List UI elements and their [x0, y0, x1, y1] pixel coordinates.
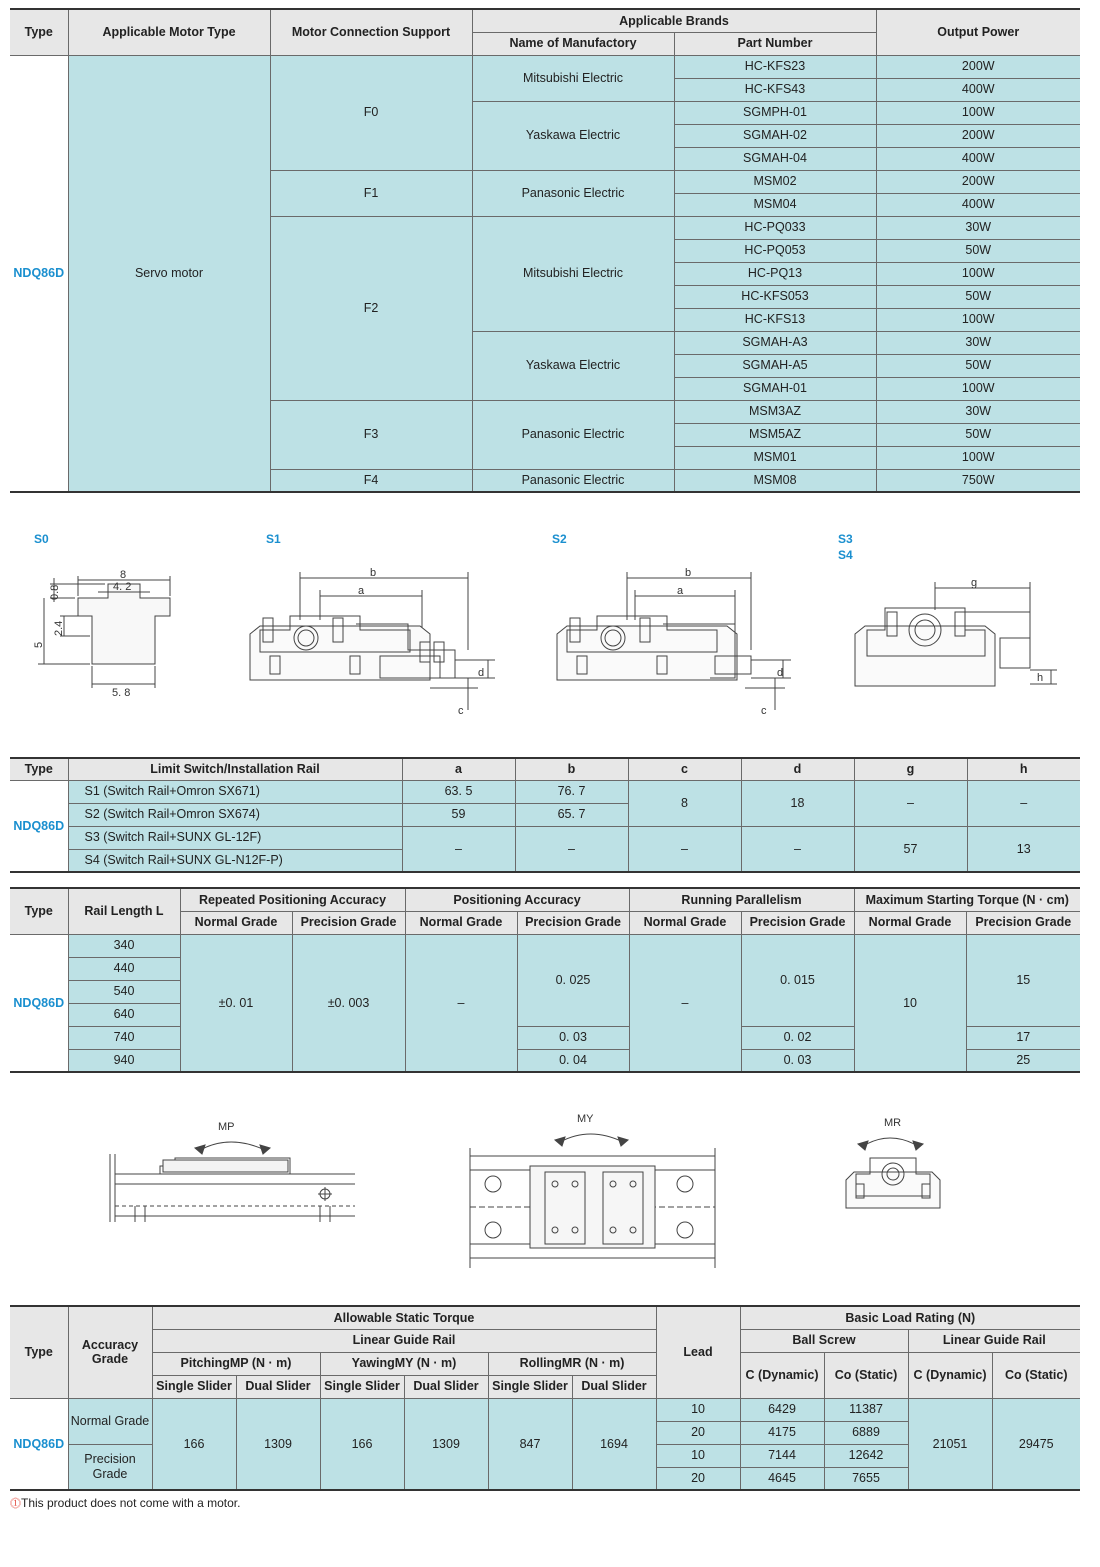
s1-label: S1 — [266, 532, 281, 546]
t4-single-header: Single Slider — [320, 1375, 404, 1398]
s1-switch-drawing — [230, 560, 500, 720]
t4-ast-header: Allowable Static Torque — [152, 1306, 656, 1329]
t3-length: 640 — [68, 1003, 180, 1026]
s3-switch-drawing — [845, 570, 1060, 700]
motor-table — [10, 8, 1080, 493]
s1-dim-a: a — [358, 585, 365, 597]
t1-manufacturer-cell: Yaskawa Electric — [472, 101, 674, 170]
t2-a-header: a — [402, 758, 515, 780]
t3-pa-precision-2: 0. 03 — [517, 1026, 629, 1049]
torque-load-table — [10, 1305, 1080, 1491]
limit-switch-table — [10, 757, 1080, 873]
s3-dim-h: h — [1037, 672, 1044, 684]
t3-mst-normal: 10 — [854, 934, 966, 1072]
t3-length: 540 — [68, 980, 180, 1003]
t3-mst-header: Maximum Starting Torque (N · cm) — [854, 888, 1080, 911]
t1-power-cell: 100W — [876, 446, 1080, 469]
t1-part-cell: HC-KFS43 — [674, 78, 876, 101]
t4-pitch-single: 166 — [152, 1398, 236, 1490]
t1-manufacturer-cell: Panasonic Electric — [472, 469, 674, 492]
motor-type-header: Applicable Motor Type — [68, 9, 270, 55]
t3-length: 940 — [68, 1049, 180, 1072]
t4-grade-precision: Precision Grade — [68, 1444, 152, 1490]
t1-type-cell: NDQ86D — [10, 55, 68, 492]
t1-part-cell: HC-KFS23 — [674, 55, 876, 78]
t1-part-cell: HC-PQ053 — [674, 239, 876, 262]
t4-accuracy-header: Accuracy Grade — [68, 1306, 152, 1398]
accuracy-table — [10, 887, 1080, 1073]
t1-power-cell: 30W — [876, 216, 1080, 239]
support-header: Motor Connection Support — [270, 9, 472, 55]
t1-power-cell: 30W — [876, 331, 1080, 354]
t4-dual-header: Dual Slider — [404, 1375, 488, 1398]
t1-part-cell: MSM01 — [674, 446, 876, 469]
s3-label: S3 — [838, 532, 853, 546]
t1-support-cell: F3 — [270, 400, 472, 469]
warning-icon: ⓵ — [10, 1498, 21, 1510]
s2-dim-d: d — [777, 667, 784, 679]
t3-pa-precision-3: 0. 04 — [517, 1049, 629, 1072]
s3-dim-g: g — [971, 577, 978, 589]
s4-label: S4 — [838, 548, 853, 562]
yawing-moment-drawing — [465, 1108, 725, 1273]
t4-lgr-co-header: Co (Static) — [992, 1352, 1080, 1398]
t4-blr-header: Basic Load Rating (N) — [740, 1306, 1080, 1329]
t2-d-header: d — [741, 758, 854, 780]
t2-d-s1s2: 18 — [741, 780, 854, 826]
t1-part-cell: SGMAH-04 — [674, 147, 876, 170]
t1-power-cell: 400W — [876, 147, 1080, 170]
brands-header: Applicable Brands — [472, 9, 876, 32]
t3-mst-precision-2: 17 — [966, 1026, 1080, 1049]
t4-roll-dual: 1694 — [572, 1398, 656, 1490]
s0-dim-8: 8 — [120, 569, 127, 581]
t1-manufacturer-cell: Panasonic Electric — [472, 170, 674, 216]
t3-mst-normal-header: Normal Grade — [854, 911, 966, 934]
t4-grade-normal: Normal Grade — [68, 1398, 152, 1444]
t1-power-cell: 100W — [876, 101, 1080, 124]
t2-b-s3s4: – — [515, 826, 628, 872]
t4-lead: 20 — [656, 1421, 740, 1444]
t4-lgr-header: Linear Guide Rail — [152, 1329, 656, 1352]
t1-support-cell: F1 — [270, 170, 472, 216]
t2-switch-header: Limit Switch/Installation Rail — [68, 758, 402, 780]
t4-pitching-header: PitchingMP (N · m) — [152, 1352, 320, 1375]
t3-pa-normal: – — [405, 934, 517, 1072]
s0-profile-drawing — [20, 566, 190, 706]
t4-rolling-header: RollingMR (N · m) — [488, 1352, 656, 1375]
t3-pa-precision-1: 0. 025 — [517, 934, 629, 1026]
t1-manufacturer-cell: Yaskawa Electric — [472, 331, 674, 400]
part-header: Part Number — [674, 32, 876, 55]
s0-dim-5: 5 — [33, 641, 45, 648]
t1-part-cell: SGMAH-A5 — [674, 354, 876, 377]
t3-rp-header: Running Parallelism — [629, 888, 854, 911]
t2-c-s1s2: 8 — [628, 780, 741, 826]
manufactory-header: Name of Manufactory — [472, 32, 674, 55]
type-header: Type — [10, 9, 68, 55]
t3-length: 340 — [68, 934, 180, 957]
mr-label: MR — [884, 1117, 902, 1129]
t3-rp-precision-1: 0. 015 — [741, 934, 854, 1026]
s2-dim-c: c — [761, 705, 767, 717]
t2-g-s1s2: – — [854, 780, 967, 826]
t4-ballscrew-header: Ball Screw — [740, 1329, 908, 1352]
s0-label: S0 — [34, 532, 49, 546]
t4-single-header: Single Slider — [152, 1375, 236, 1398]
t4-bs-co: 11387 — [824, 1398, 908, 1421]
t4-bs-c-header: C (Dynamic) — [740, 1352, 824, 1398]
t1-power-cell: 100W — [876, 308, 1080, 331]
t4-yawing-header: YawingMY (N · m) — [320, 1352, 488, 1375]
rolling-moment-drawing — [838, 1112, 948, 1217]
t1-power-cell: 50W — [876, 239, 1080, 262]
t2-a-s1: 63. 5 — [402, 780, 515, 803]
t2-h-header: h — [967, 758, 1080, 780]
t1-part-cell: MSM5AZ — [674, 423, 876, 446]
t4-bs-c: 7144 — [740, 1444, 824, 1467]
t1-part-cell: MSM08 — [674, 469, 876, 492]
t1-power-cell: 100W — [876, 262, 1080, 285]
t2-switch-s1: S1 (Switch Rail+Omron SX671) — [68, 780, 402, 803]
t4-lead: 10 — [656, 1398, 740, 1421]
t4-dual-header: Dual Slider — [572, 1375, 656, 1398]
t1-power-cell: 400W — [876, 193, 1080, 216]
pitching-moment-drawing — [105, 1112, 360, 1227]
t4-lead: 20 — [656, 1467, 740, 1490]
t4-yaw-dual: 1309 — [404, 1398, 488, 1490]
t2-switch-s3: S3 (Switch Rail+SUNX GL-12F) — [68, 826, 402, 849]
t1-power-cell: 50W — [876, 423, 1080, 446]
mp-label: MP — [218, 1121, 235, 1133]
s1-dim-b: b — [370, 567, 377, 579]
t1-part-cell: SGMAH-01 — [674, 377, 876, 400]
t3-mst-precision-1: 15 — [966, 934, 1080, 1026]
t1-power-cell: 50W — [876, 354, 1080, 377]
t2-g-header: g — [854, 758, 967, 780]
t3-mst-precision-3: 25 — [966, 1049, 1080, 1072]
s2-label: S2 — [552, 532, 567, 546]
t4-lgr-c: 21051 — [908, 1398, 992, 1490]
t3-length: 740 — [68, 1026, 180, 1049]
s1-dim-c: c — [458, 705, 464, 717]
s2-dim-a: a — [677, 585, 684, 597]
t1-power-cell: 50W — [876, 285, 1080, 308]
t1-manufacturer-cell: Mitsubishi Electric — [472, 55, 674, 101]
t1-part-cell: HC-PQ033 — [674, 216, 876, 239]
t4-bs-co: 12642 — [824, 1444, 908, 1467]
my-label: MY — [577, 1113, 594, 1125]
t1-part-cell: HC-PQ13 — [674, 262, 876, 285]
t3-rp-precision-3: 0. 03 — [741, 1049, 854, 1072]
t3-pa-header: Positioning Accuracy — [405, 888, 629, 911]
s0-dim-0-8: 0.8 — [49, 584, 61, 600]
t4-bs-co-header: Co (Static) — [824, 1352, 908, 1398]
t4-single-header: Single Slider — [488, 1375, 572, 1398]
t1-power-cell: 400W — [876, 78, 1080, 101]
t4-lgr-c-header: C (Dynamic) — [908, 1352, 992, 1398]
t1-support-cell: F2 — [270, 216, 472, 400]
t2-h-s3s4: 13 — [967, 826, 1080, 872]
t2-c-header: c — [628, 758, 741, 780]
t1-support-cell: F4 — [270, 469, 472, 492]
s2-dim-b: b — [685, 567, 692, 579]
t1-part-cell: SGMPH-01 — [674, 101, 876, 124]
t1-manufacturer-cell: Panasonic Electric — [472, 400, 674, 469]
t4-roll-single: 847 — [488, 1398, 572, 1490]
t3-rpa-normal: ±0. 01 — [180, 934, 292, 1072]
t2-switch-s2: S2 (Switch Rail+Omron SX674) — [68, 803, 402, 826]
t1-power-cell: 200W — [876, 55, 1080, 78]
t2-a-s3s4: – — [402, 826, 515, 872]
t4-yaw-single: 166 — [320, 1398, 404, 1490]
t1-power-cell: 30W — [876, 400, 1080, 423]
t3-rp-precision-2: 0. 02 — [741, 1026, 854, 1049]
t2-h-s1s2: – — [967, 780, 1080, 826]
t3-type-cell: NDQ86D — [10, 934, 68, 1072]
t2-b-s2: 65. 7 — [515, 803, 628, 826]
s2-switch-drawing — [545, 560, 795, 720]
t3-rpa-header: Repeated Positioning Accuracy — [180, 888, 405, 911]
t2-a-s2: 59 — [402, 803, 515, 826]
t3-rail-header: Rail Length L — [68, 888, 180, 934]
t4-lead: 10 — [656, 1444, 740, 1467]
motor-note-text: This product does not come with a motor. — [21, 1496, 241, 1510]
t1-part-cell: MSM3AZ — [674, 400, 876, 423]
t4-type-cell: NDQ86D — [10, 1398, 68, 1490]
t2-g-s3s4: 57 — [854, 826, 967, 872]
t3-rp-normal: – — [629, 934, 741, 1072]
t1-manufacturer-cell: Mitsubishi Electric — [472, 216, 674, 331]
s0-dim-2-4: 2.4 — [53, 620, 65, 636]
t2-b-header: b — [515, 758, 628, 780]
t3-pa-normal-header: Normal Grade — [405, 911, 517, 934]
t1-part-cell: SGMAH-02 — [674, 124, 876, 147]
t1-part-cell: MSM04 — [674, 193, 876, 216]
t3-rpa-normal-header: Normal Grade — [180, 911, 292, 934]
t1-support-cell: F0 — [270, 55, 472, 170]
t3-mst-precision-header: Precision Grade — [966, 911, 1080, 934]
t1-part-cell: HC-KFS13 — [674, 308, 876, 331]
t1-power-cell: 200W — [876, 124, 1080, 147]
t4-type-header: Type — [10, 1306, 68, 1398]
t3-type-header: Type — [10, 888, 68, 934]
t3-rpa-precision: ±0. 003 — [292, 934, 405, 1072]
t1-power-cell: 200W — [876, 170, 1080, 193]
t4-pitch-dual: 1309 — [236, 1398, 320, 1490]
t4-bs-co: 6889 — [824, 1421, 908, 1444]
t3-rp-normal-header: Normal Grade — [629, 911, 741, 934]
power-header: Output Power — [876, 9, 1080, 55]
t4-lead-header: Lead — [656, 1306, 740, 1398]
t2-c-s3s4: – — [628, 826, 741, 872]
motor-note — [10, 1495, 240, 1511]
s0-dim-4-2: 4. 2 — [113, 581, 132, 593]
t4-dual-header: Dual Slider — [236, 1375, 320, 1398]
t1-motor-cell: Servo motor — [68, 55, 270, 492]
t4-bs-c: 4645 — [740, 1467, 824, 1490]
t4-bs-c: 6429 — [740, 1398, 824, 1421]
t3-rpa-precision-header: Precision Grade — [292, 911, 405, 934]
t1-part-cell: MSM02 — [674, 170, 876, 193]
t3-rp-precision-header: Precision Grade — [741, 911, 854, 934]
t4-bs-c: 4175 — [740, 1421, 824, 1444]
t4-lgr-co: 29475 — [992, 1398, 1080, 1490]
t3-pa-precision-header: Precision Grade — [517, 911, 629, 934]
t2-d-s3s4: – — [741, 826, 854, 872]
t1-power-cell: 100W — [876, 377, 1080, 400]
t1-part-cell: HC-KFS053 — [674, 285, 876, 308]
t1-power-cell: 750W — [876, 469, 1080, 492]
t4-bs-co: 7655 — [824, 1467, 908, 1490]
t3-length: 440 — [68, 957, 180, 980]
t2-switch-s4: S4 (Switch Rail+SUNX GL-N12F-P) — [68, 849, 402, 872]
s1-dim-d: d — [478, 667, 485, 679]
t1-part-cell: SGMAH-A3 — [674, 331, 876, 354]
t4-lgr2-header: Linear Guide Rail — [908, 1329, 1080, 1352]
s0-dim-5-8: 5. 8 — [112, 687, 131, 699]
t2-type-header: Type — [10, 758, 68, 780]
t2-type-cell: NDQ86D — [10, 780, 68, 872]
t2-b-s1: 76. 7 — [515, 780, 628, 803]
